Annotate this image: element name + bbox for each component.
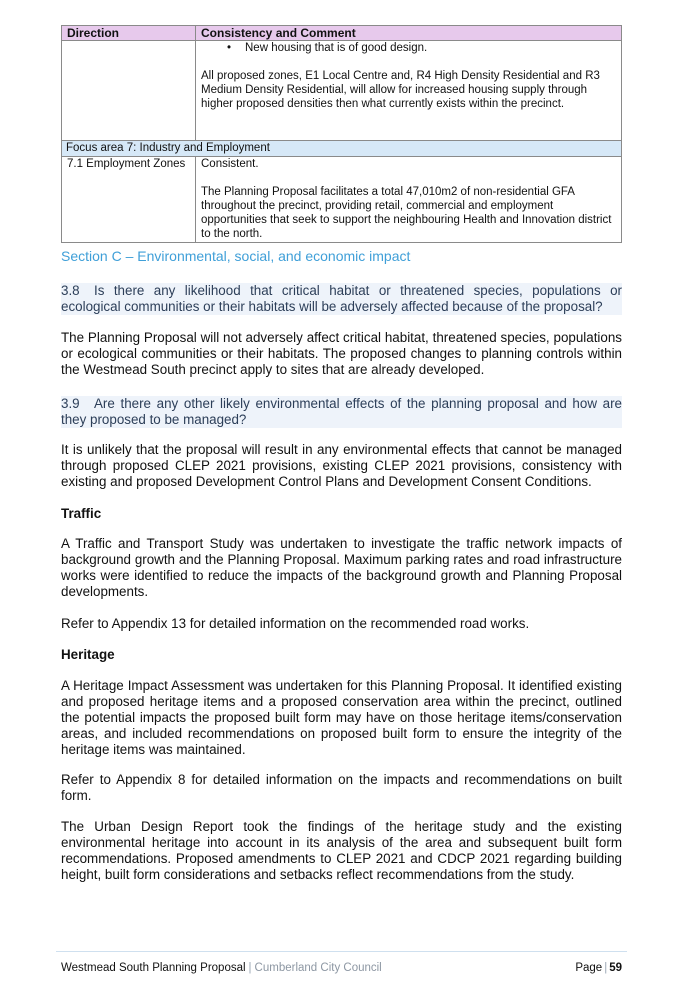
- question-text: Are there any other likely environmental effects of the planning proposal and how are they proposed to be managed?: [61, 396, 622, 427]
- table-header-row: [62, 26, 622, 41]
- direction-cell: 7.1 Employment Zones: [62, 157, 196, 243]
- bullet-text: New housing that is of good design.: [245, 42, 428, 54]
- question-3-8: [61, 283, 622, 315]
- footer-council: Cumberland City Council: [254, 962, 382, 974]
- heritage-heading: Heritage: [61, 647, 115, 662]
- footer-divider: [56, 951, 627, 952]
- comment-cell: [196, 41, 622, 141]
- bullet-icon: •: [227, 42, 232, 54]
- direction-cell: [62, 41, 196, 141]
- status-text: Consistent.: [201, 158, 259, 170]
- page-label: Page: [575, 962, 603, 974]
- footer-title: Westmead South Planning Proposal: [61, 962, 246, 974]
- paragraph: Refer to Appendix 8 for detailed information on the impacts and recommendations on built form.: [61, 772, 622, 803]
- paragraph: The Urban Design Report took the findings of the heritage study and the existing environmental heritage into account in its analysis of the area and subsequent built form recommendations. Proposed amendments to CLEP 2021 and CDCP 2021 regarding building height, built form considerations and setbacks reflect recommendations from the study.: [61, 819, 622, 882]
- comment-text: All proposed zones, E1 Local Centre and, R4 High Density Residential and R3 Medium Density Residential, will allow for increased housing supply through higher proposed densities then what currently exists within the precinct.: [201, 70, 600, 110]
- comment-cell: [196, 157, 622, 243]
- focus-area-row: [62, 141, 622, 157]
- header-consistency: Consistency and Comment: [196, 26, 622, 41]
- focus-area-label: Focus area 7: Industry and Employment: [62, 141, 622, 157]
- consistency-table: [61, 25, 622, 243]
- paragraph: Refer to Appendix 13 for detailed information on the recommended road works.: [61, 616, 530, 631]
- paragraph: A Heritage Impact Assessment was undertaken for this Planning Proposal. It identified existing and proposed heritage items and a proposed conservation area within the precinct, outlined the potential impacts the proposed built form may have on those heritage items/conservation areas, and included recommendations on proposed built form to ensure the integrity of the heritage items was maintained.: [61, 678, 622, 757]
- question-3-9: [61, 396, 622, 428]
- page-number: 59: [609, 962, 622, 974]
- footer-separator: |: [248, 962, 252, 974]
- table-row: [62, 157, 622, 243]
- header-direction: Direction: [62, 26, 196, 41]
- comment-text: The Planning Proposal facilitates a total 47,010m2 of non-residential GFA throughout the precinct, providing retail, commercial and employment opportunities that seek to support the neighbouring Health and Innovation district to the north.: [201, 186, 612, 240]
- section-heading: Section C – Environmental, social, and economic impact: [61, 248, 411, 264]
- question-number: 3.9: [61, 396, 80, 411]
- footer-page-number: [575, 962, 622, 974]
- paragraph: It is unlikely that the proposal will result in any environmental effects that cannot be managed through proposed CLEP 2021 provisions, existing CLEP 2021 provisions, consistency with existing and proposed Development Control Plans and Development Consent Conditions.: [61, 442, 622, 489]
- traffic-heading: Traffic: [61, 506, 102, 521]
- paragraph: The Planning Proposal will not adversely affect critical habitat, threatened species, populations or ecological communities or their habitats. The proposed changes to planning controls within the Westmead South precinct apply to sites that are already developed.: [61, 330, 622, 377]
- page-separator: |: [604, 962, 608, 974]
- footer-document-title: [61, 962, 382, 974]
- table-row: [62, 41, 622, 141]
- bullet-item: [201, 41, 616, 55]
- question-text: Is there any likelihood that critical habitat or threatened species, populations or ecological communities or their habitats will be adversely affected because of the proposal?: [61, 283, 622, 314]
- paragraph: A Traffic and Transport Study was undertaken to investigate the traffic network impacts of background growth and the Planning Proposal. Maximum parking rates and road infrastructure works were identified to reduce the impacts of the background growth and Planning Proposal developments.: [61, 536, 622, 599]
- question-number: 3.8: [61, 283, 80, 298]
